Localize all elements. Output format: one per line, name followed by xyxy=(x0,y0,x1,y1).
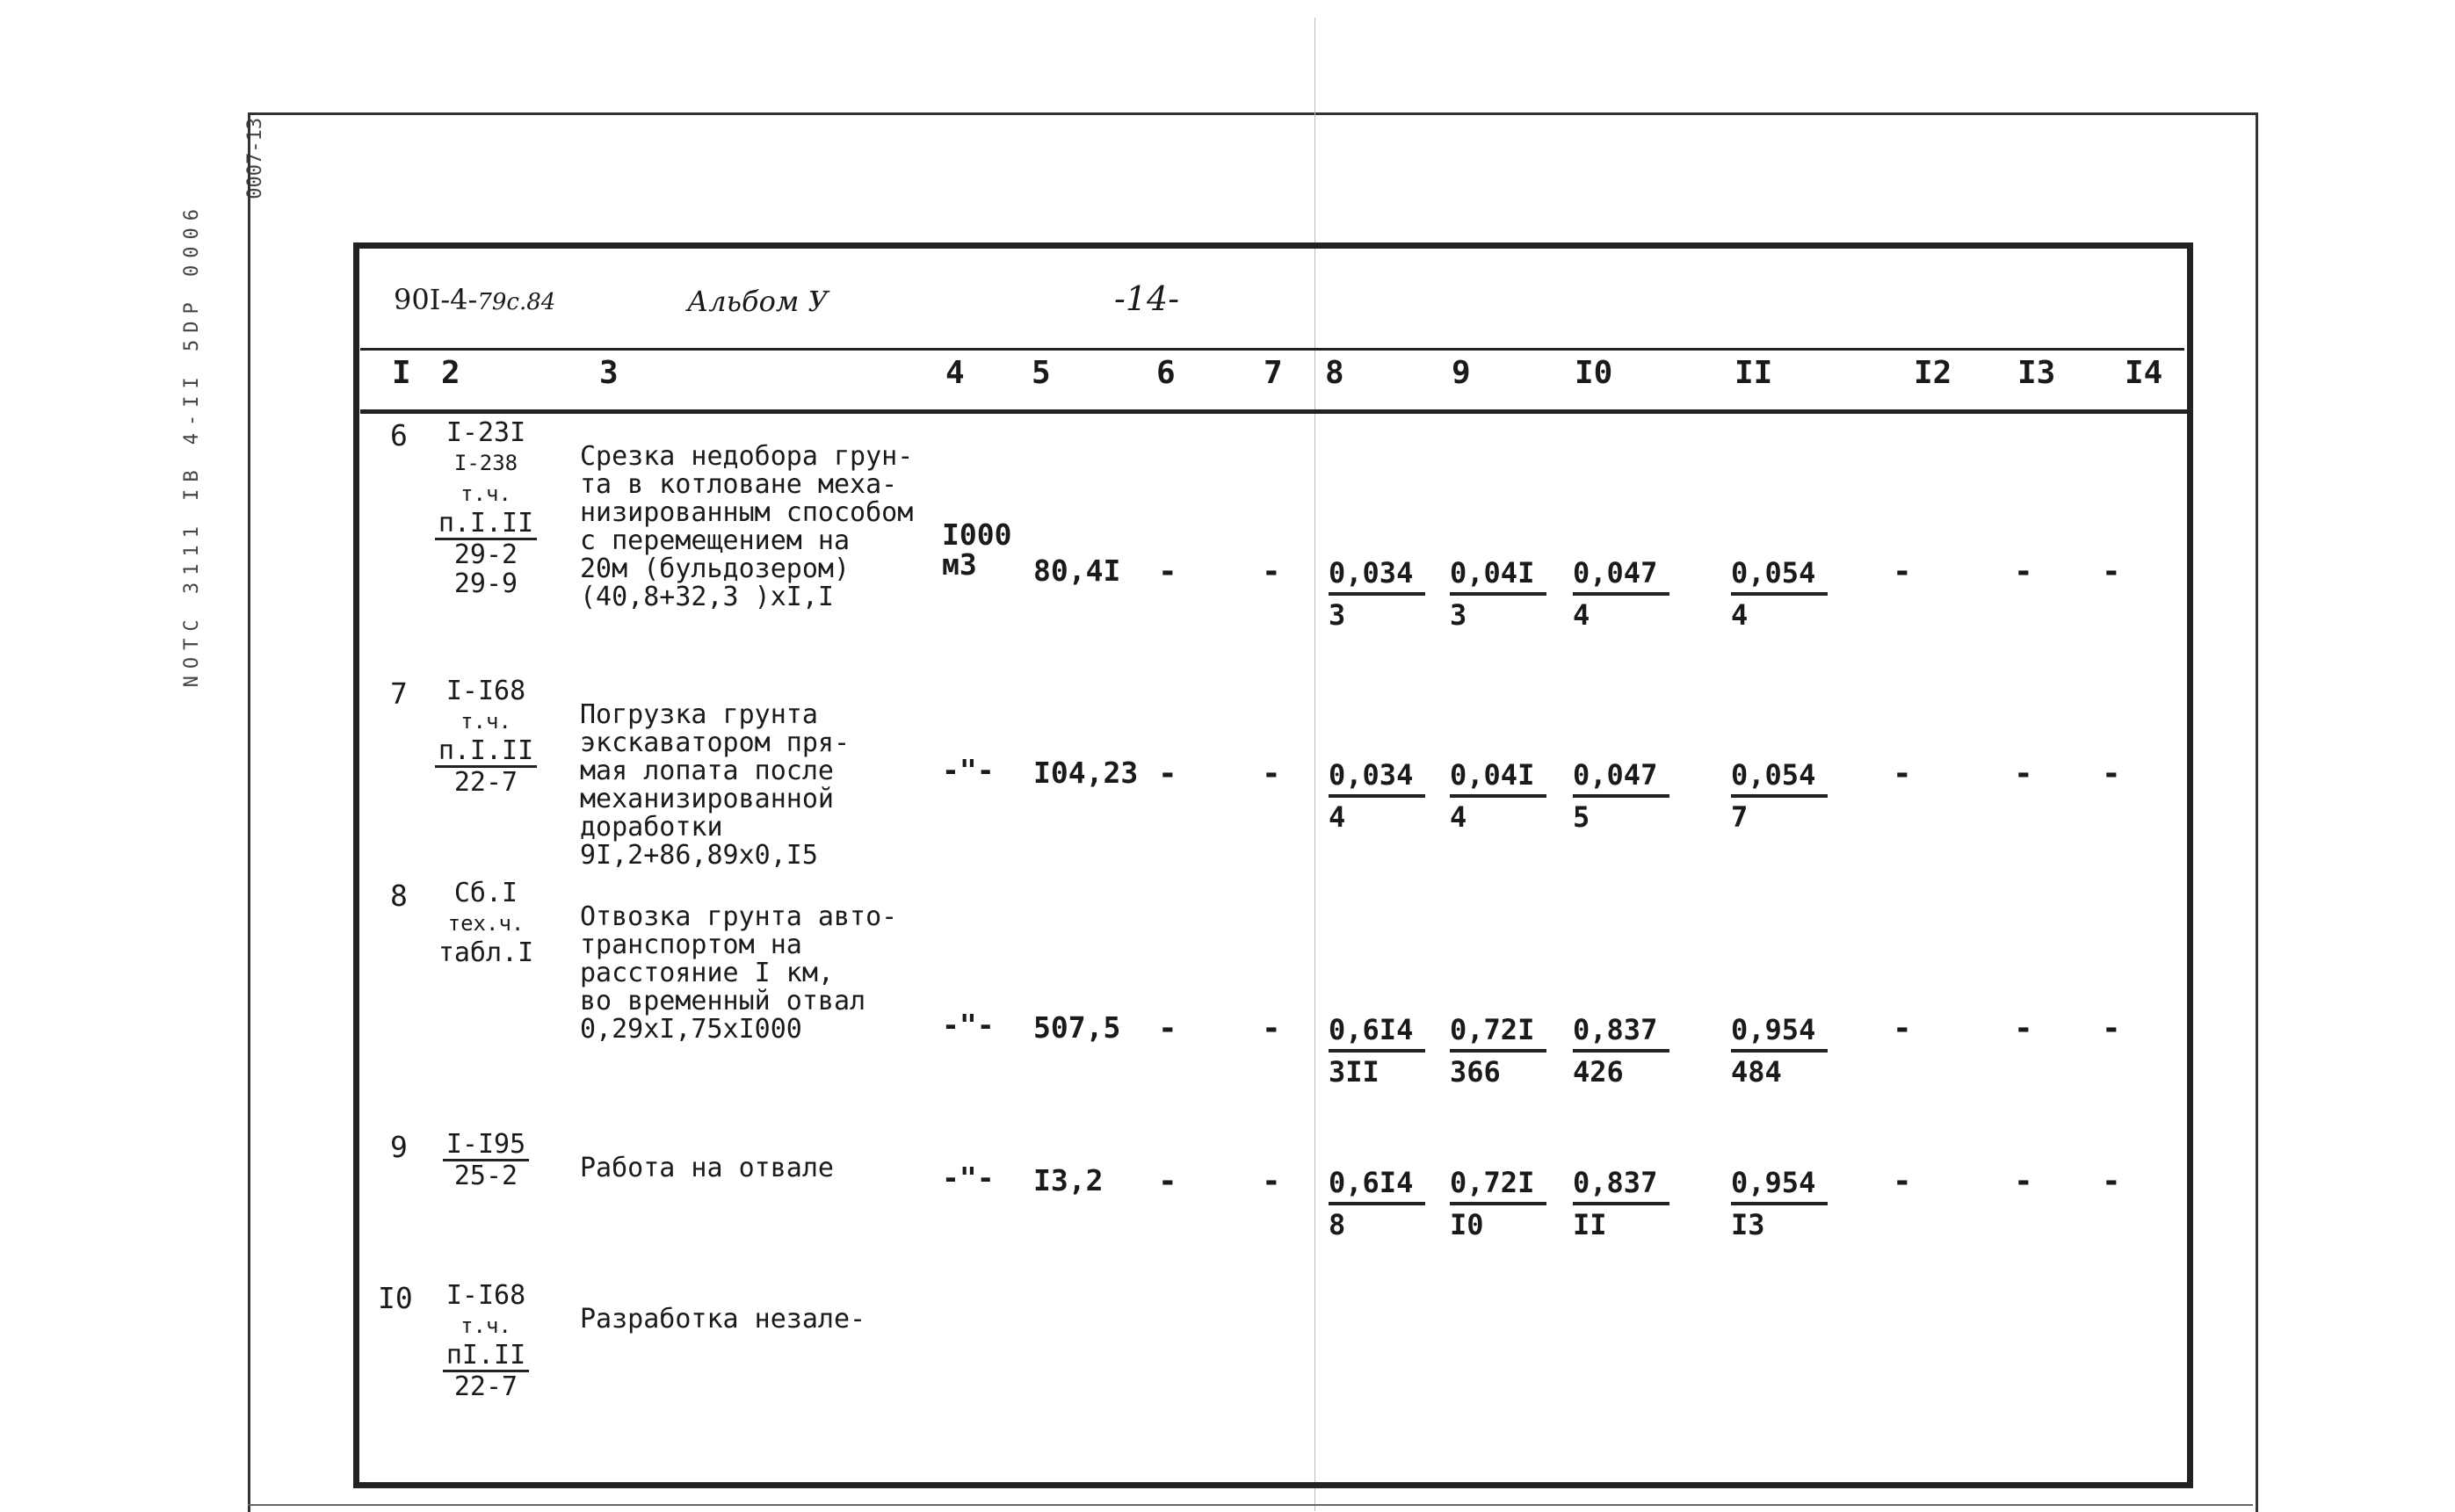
description-line: во временный отвал xyxy=(580,986,866,1016)
code-line xyxy=(420,938,552,967)
col7-dash: - xyxy=(1262,553,1281,590)
row-number: I0 xyxy=(378,1281,413,1315)
col13-dash: - xyxy=(2014,553,2033,590)
fraction-bottom: 3II xyxy=(1329,1055,1380,1089)
fraction-cell xyxy=(1329,756,1425,836)
description-line: (40,8+32,3 )xI,I xyxy=(580,582,834,612)
code-text: I-23I xyxy=(445,417,526,448)
description-line: та в котловане меха- xyxy=(580,469,898,500)
row-number: 9 xyxy=(390,1130,408,1164)
unit: -"- xyxy=(942,1161,995,1195)
fraction-top: 0,047 xyxy=(1573,553,1669,596)
doc-code-handwritten: 79с.84 xyxy=(477,289,556,315)
fraction-cell xyxy=(1573,1010,1669,1091)
column-number: II xyxy=(1734,355,1773,391)
column-number: 2 xyxy=(441,355,460,391)
code-bottom: 22-7 xyxy=(453,1371,518,1402)
code-text: I-I68 xyxy=(445,1280,526,1311)
description-line: 0,29xI,75xI000 xyxy=(580,1014,802,1045)
row-number: 6 xyxy=(390,418,408,452)
column-number: 9 xyxy=(1452,355,1471,391)
code-text: пI.II xyxy=(443,1341,529,1372)
col12-dash: - xyxy=(1893,1163,1912,1199)
code-line xyxy=(420,705,552,736)
column-number: I3 xyxy=(2017,355,2056,391)
fraction-top: 0,954 xyxy=(1731,1010,1828,1053)
fraction-bottom: 366 xyxy=(1450,1055,1501,1089)
fraction-top: 0,954 xyxy=(1731,1163,1828,1205)
code-text: п.I.II xyxy=(435,509,537,540)
code-line xyxy=(420,736,552,768)
code-line xyxy=(420,418,552,447)
code-text: т.ч. xyxy=(460,709,511,734)
row-code xyxy=(420,676,552,797)
fraction-bottom: 3 xyxy=(1329,598,1346,632)
description-line: Отвозка грунта авто- xyxy=(580,901,898,932)
album-label: Альбом У xyxy=(687,285,829,318)
code-line xyxy=(420,1130,552,1161)
code-line xyxy=(420,908,552,938)
fraction-cell xyxy=(1731,1163,1828,1244)
description-line: 20м (бульдозером) xyxy=(580,553,851,584)
row-number: 7 xyxy=(390,676,408,711)
stamp-mark: 0007-13 xyxy=(244,118,266,199)
fraction-top: 0,054 xyxy=(1731,756,1828,798)
side-stamp-text: NOTC 3111 IB 4-II 5DP 0006 xyxy=(181,202,203,688)
fraction-bottom: 484 xyxy=(1731,1055,1782,1089)
quantity: I3,2 xyxy=(1033,1163,1104,1197)
row-description xyxy=(580,701,850,870)
fraction-bottom: 7 xyxy=(1731,800,1749,834)
fraction-top: 0,047 xyxy=(1573,756,1669,798)
fraction-cell xyxy=(1731,553,1828,634)
col13-dash: - xyxy=(2014,756,2033,792)
code-text: т.ч. xyxy=(460,481,511,506)
column-number: 5 xyxy=(1032,355,1051,391)
col13-dash: - xyxy=(2014,1163,2033,1199)
fraction-cell xyxy=(1450,1163,1546,1244)
description-line: Разработка незале- xyxy=(580,1304,866,1335)
description-line: расстояние I км, xyxy=(580,958,834,988)
header-rule xyxy=(360,348,2184,351)
column-number: 6 xyxy=(1156,355,1176,391)
fraction-cell xyxy=(1573,553,1669,634)
code-bottom: 29-9 xyxy=(453,568,518,599)
bottom-edge xyxy=(248,1504,2253,1506)
column-number: I2 xyxy=(1914,355,1952,391)
code-line xyxy=(420,447,552,478)
fraction-top: 0,054 xyxy=(1731,553,1828,596)
quantity: 80,4I xyxy=(1033,553,1121,588)
fraction-bottom: 8 xyxy=(1329,1208,1346,1241)
code-text: т.ч. xyxy=(460,1313,511,1338)
unit: -"- xyxy=(942,1008,995,1042)
fraction-bottom: 4 xyxy=(1450,800,1467,834)
fraction-bottom: 426 xyxy=(1573,1055,1624,1089)
fraction-top: 0,837 xyxy=(1573,1163,1669,1205)
code-bottom: 29-2 xyxy=(453,539,518,570)
row-code xyxy=(420,879,552,967)
fraction-cell xyxy=(1731,1010,1828,1091)
fraction-top: 0,04I xyxy=(1450,553,1546,596)
doc-code: 90I-4-79с.84 xyxy=(394,283,556,316)
unit: I000 м3 xyxy=(942,517,1012,582)
col14-dash: - xyxy=(2102,553,2121,590)
code-text: табл.I xyxy=(438,937,534,968)
col7-dash: - xyxy=(1262,1163,1281,1199)
fraction-cell xyxy=(1329,1163,1425,1244)
code-bottom: 22-7 xyxy=(453,767,518,798)
code-line xyxy=(420,676,552,705)
col14-dash: - xyxy=(2102,756,2121,792)
column-number: 7 xyxy=(1264,355,1283,391)
fraction-cell xyxy=(1731,756,1828,836)
code-line xyxy=(420,1341,552,1372)
row-code xyxy=(420,1130,552,1190)
fraction-top: 0,04I xyxy=(1450,756,1546,798)
fraction-top: 0,837 xyxy=(1573,1010,1669,1053)
fraction-cell xyxy=(1573,1163,1669,1244)
fraction-top: 0,034 xyxy=(1329,756,1425,798)
code-text: Сб.I xyxy=(453,878,518,908)
row-number: 8 xyxy=(390,879,408,913)
code-text: I-I95 xyxy=(443,1130,529,1161)
description-line: Срезка недобора грун- xyxy=(580,441,914,472)
fraction-cell xyxy=(1450,1010,1546,1091)
fraction-top: 0,72I xyxy=(1450,1163,1546,1205)
description-line: доработки xyxy=(580,812,723,843)
description-line: Работа на отвале xyxy=(580,1153,834,1183)
code-line xyxy=(420,478,552,509)
code-text: п.I.II xyxy=(435,736,537,768)
fraction-bottom: 5 xyxy=(1573,800,1590,834)
description-line: транспортом на xyxy=(580,930,802,960)
row-description xyxy=(580,443,913,611)
fraction-top: 0,034 xyxy=(1329,553,1425,596)
fraction-cell xyxy=(1450,756,1546,836)
column-number: I0 xyxy=(1575,355,1613,391)
fraction-bottom: 4 xyxy=(1573,598,1590,632)
description-line: Погрузка грунта xyxy=(580,699,818,730)
quantity: I04,23 xyxy=(1033,756,1139,790)
description-line: экскаватором пря- xyxy=(580,727,851,758)
quantity: 507,5 xyxy=(1033,1010,1121,1045)
code-line xyxy=(420,879,552,908)
fraction-bottom: 4 xyxy=(1329,800,1346,834)
col6-dash: - xyxy=(1158,1163,1177,1199)
fraction-cell xyxy=(1573,756,1669,836)
fraction-bottom: II xyxy=(1573,1208,1607,1241)
description-line: с перемещением на xyxy=(580,525,851,556)
code-text: I-I68 xyxy=(445,676,526,706)
column-number: 4 xyxy=(945,355,965,391)
column-number: 8 xyxy=(1325,355,1344,391)
col6-dash: - xyxy=(1158,756,1177,792)
fraction-bottom: I0 xyxy=(1450,1208,1484,1241)
unit: -"- xyxy=(942,753,995,787)
col14-dash: - xyxy=(2102,1010,2121,1046)
row-code xyxy=(420,418,552,598)
fraction-bottom: 4 xyxy=(1731,598,1749,632)
row-code xyxy=(420,1281,552,1401)
code-text: I-238 xyxy=(453,451,518,475)
col6-dash: - xyxy=(1158,1010,1177,1046)
code-line xyxy=(420,1310,552,1341)
description-line: 9I,2+86,89x0,I5 xyxy=(580,840,818,871)
col12-dash: - xyxy=(1893,756,1912,792)
row-description xyxy=(580,1154,834,1183)
column-numbers-rule xyxy=(360,409,2193,414)
code-line xyxy=(420,1281,552,1310)
col12-dash: - xyxy=(1893,1010,1912,1046)
col12-dash: - xyxy=(1893,553,1912,590)
page-number: -14- xyxy=(1114,279,1180,318)
fraction-top: 0,72I xyxy=(1450,1010,1546,1053)
fraction-bottom: I3 xyxy=(1731,1208,1765,1241)
column-number: I xyxy=(392,355,411,391)
fraction-bottom: 3 xyxy=(1450,598,1467,632)
col7-dash: - xyxy=(1262,1010,1281,1046)
fraction-top: 0,6I4 xyxy=(1329,1163,1425,1205)
description-line: мая лопата после xyxy=(580,756,834,786)
description-line: механизированной xyxy=(580,784,834,814)
col13-dash: - xyxy=(2014,1010,2033,1046)
row-description xyxy=(580,1306,865,1334)
fraction-top: 0,6I4 xyxy=(1329,1010,1425,1053)
col14-dash: - xyxy=(2102,1163,2121,1199)
col7-dash: - xyxy=(1262,756,1281,792)
code-text: тех.ч. xyxy=(447,911,525,936)
description-line: низированным способом xyxy=(580,497,914,528)
fraction-cell xyxy=(1329,1010,1425,1091)
fraction-cell xyxy=(1329,553,1425,634)
code-bottom: 25-2 xyxy=(453,1161,518,1191)
column-number: 3 xyxy=(599,355,619,391)
column-number: I4 xyxy=(2125,355,2163,391)
code-line xyxy=(420,509,552,540)
fraction-cell xyxy=(1450,553,1546,634)
col6-dash: - xyxy=(1158,553,1177,590)
row-description xyxy=(580,903,897,1044)
